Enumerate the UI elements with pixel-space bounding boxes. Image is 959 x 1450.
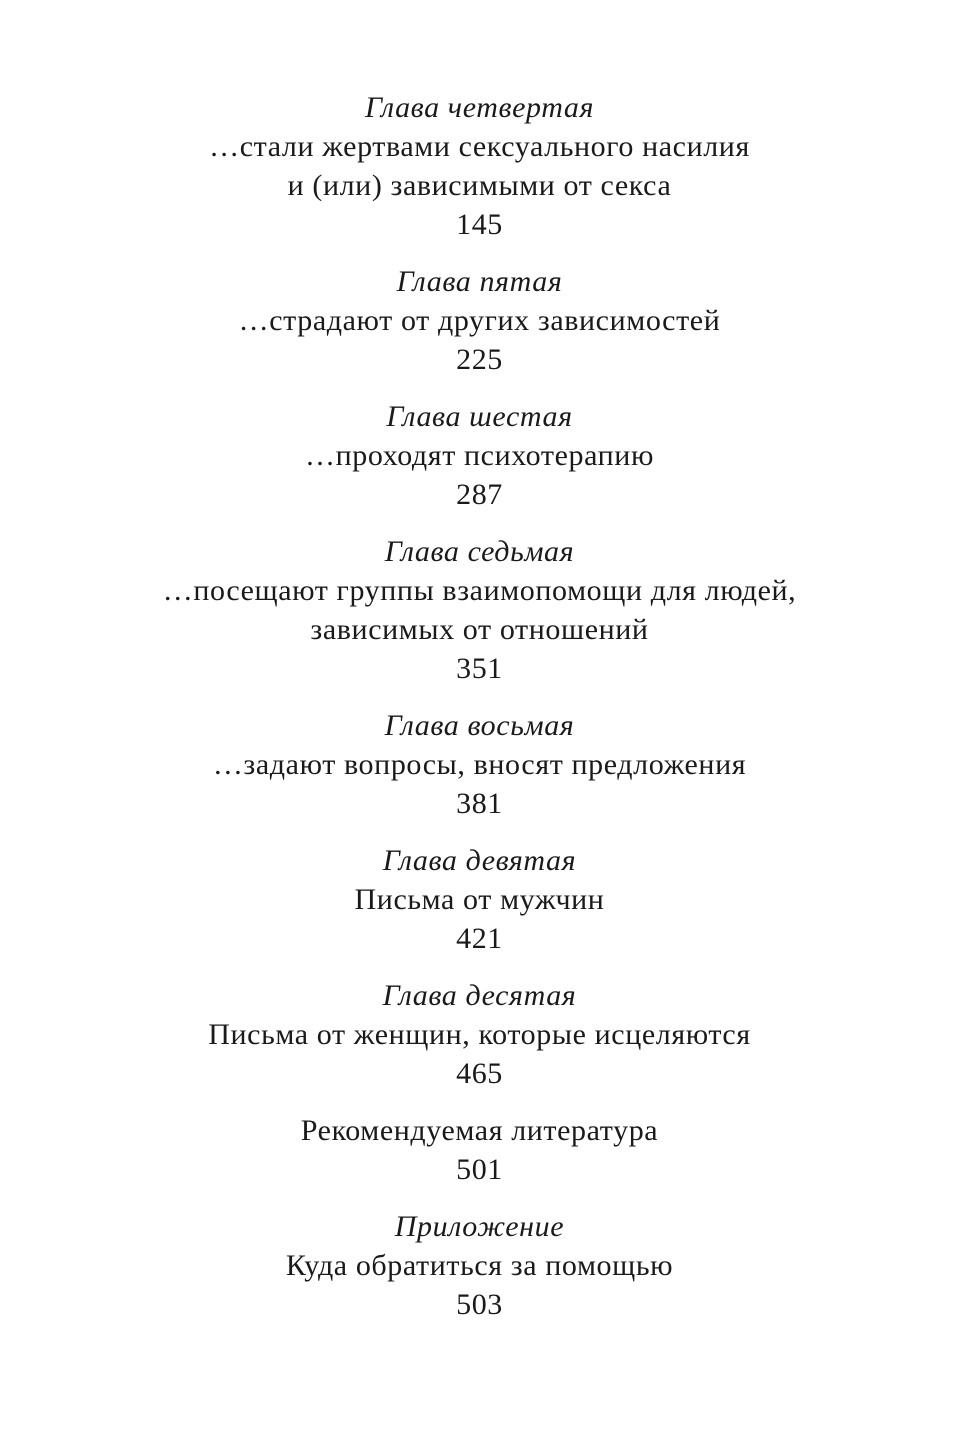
toc-entry-chapter-10 [0,976,959,1093]
page-number: 287 [456,478,503,511]
chapter-heading: Приложение [394,1210,565,1243]
chapter-heading: Глава десятая [382,979,577,1012]
chapter-heading: Глава пятая [396,265,563,298]
page-number: 145 [456,208,503,241]
chapter-title-line: Рекомендуемая литература [300,1114,659,1147]
toc-entry-recommended-reading [0,1111,959,1189]
toc-entry-chapter-4 [0,88,959,244]
page-number: 351 [456,652,503,685]
toc-entry-appendix [0,1207,959,1324]
page-number: 421 [456,922,503,955]
page-number: 381 [456,787,503,820]
chapter-heading: Глава девятая [382,844,577,877]
chapter-title-line: и (или) зависимыми от секса [287,169,672,202]
page-number: 501 [456,1153,503,1186]
toc-entry-chapter-5 [0,262,959,379]
page-number: 465 [456,1057,503,1090]
toc-entry-chapter-6 [0,397,959,514]
page-number: 503 [456,1288,503,1321]
chapter-title-line: Куда обратиться за помощью [285,1249,674,1282]
toc-entry-chapter-9 [0,841,959,958]
chapter-title-line: Письма от женщин, которые исцеляются [208,1018,751,1051]
chapter-title-line: …посещают группы взаимопомощи для людей, [162,574,797,607]
toc-entry-chapter-8 [0,706,959,823]
chapter-heading: Глава четвертая [364,91,595,124]
chapter-title-line: …проходят психотерапию [305,439,654,472]
toc-entry-chapter-7 [0,532,959,688]
table-of-contents [0,88,959,1324]
page-number: 225 [456,343,503,376]
chapter-heading: Глава седьмая [384,535,575,568]
chapter-heading: Глава шестая [386,400,573,433]
chapter-title-line: …страдают от других зависимостей [238,304,721,337]
chapter-title-line: Письма от мужчин [354,883,605,916]
chapter-title-line: …стали жертвами сексуального насилия [209,130,750,163]
chapter-title-line: зависимых от отношений [310,613,649,646]
chapter-heading: Глава восьмая [384,709,575,742]
chapter-title-line: …задают вопросы, вносят предложения [212,748,747,781]
